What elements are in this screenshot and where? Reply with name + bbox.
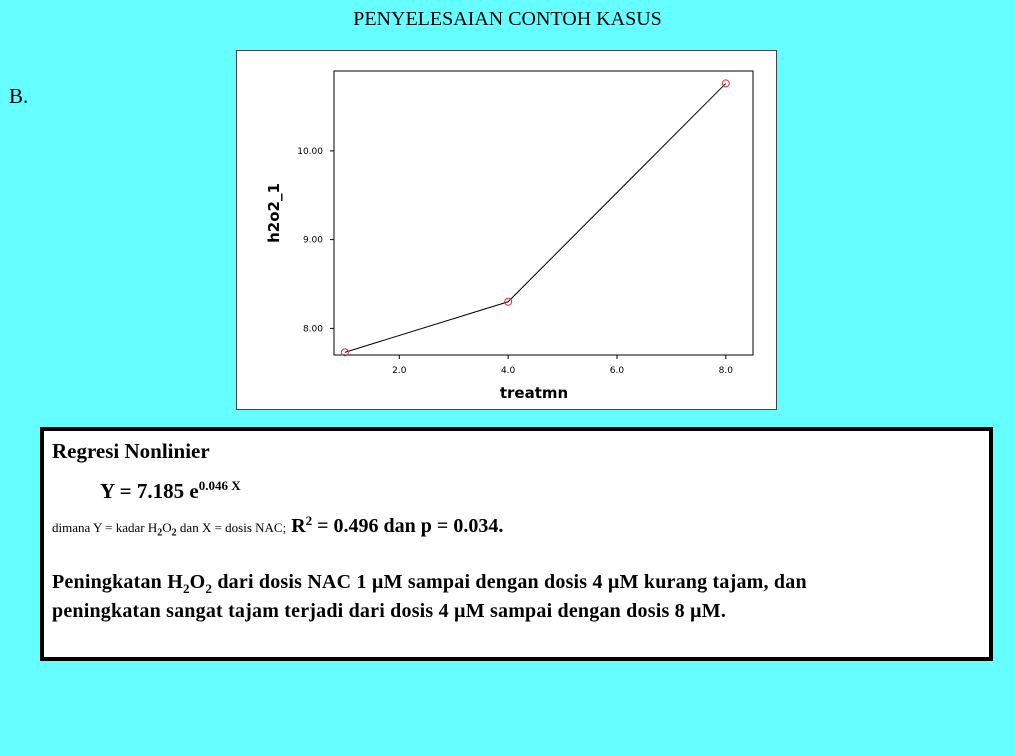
y-axis-label: h2o2_1 — [265, 183, 283, 243]
y-tick-label: 10.00 — [297, 146, 323, 157]
chart-frame — [236, 50, 777, 410]
regression-text-box — [40, 427, 993, 661]
definition-text: dimana Y = kadar H — [52, 520, 158, 535]
y-tick-label: 9.00 — [302, 235, 323, 246]
equation-exponent: 0.046 X — [198, 478, 241, 493]
regression-equation — [100, 478, 241, 504]
conclusion-sub: 2 — [182, 581, 190, 596]
line-chart — [237, 51, 778, 411]
stats-text: R — [286, 515, 306, 537]
definition-text: dan X = dosis NAC; — [176, 520, 287, 535]
conclusion-line-2: peningkatan sangat tajam terjadi dari dosis 4 µM sampai dengan dosis 8 µM. — [52, 600, 727, 622]
x-axis-label: treatmn — [499, 384, 569, 402]
section-label: B. — [9, 84, 29, 108]
equation-lhs: Y = 7.185 e — [100, 479, 199, 503]
y-tick-label: 8.00 — [302, 324, 323, 335]
variable-definition — [52, 513, 503, 539]
definition-sub: 2 — [157, 527, 163, 539]
slide-title: PENYELESAIAN CONTOH KASUS — [353, 8, 662, 30]
stats-text: = 0.496 dan p = 0.034. — [312, 515, 504, 537]
x-tick-label: 4.0 — [500, 366, 516, 376]
conclusion-text: Peningkatan H — [52, 571, 183, 593]
x-tick-label: 8.0 — [718, 366, 733, 376]
stats-sup: 2 — [305, 513, 313, 528]
plot-area — [334, 71, 753, 355]
conclusion-text: dari dosis NAC 1 µM sampai dengan dosis 4 µM kurang tajam, dan — [212, 571, 807, 593]
regression-heading: Regresi Nonlinier — [52, 439, 210, 463]
definition-sub: 2 — [171, 527, 177, 539]
definition-text: O — [162, 520, 172, 535]
conclusion-sub: 2 — [205, 581, 213, 596]
conclusion-line-1 — [52, 571, 807, 597]
conclusion-text: O — [189, 571, 206, 593]
x-tick-label: 2.0 — [392, 366, 407, 376]
x-tick-label: 6.0 — [609, 366, 625, 376]
regression-stats — [286, 515, 503, 537]
